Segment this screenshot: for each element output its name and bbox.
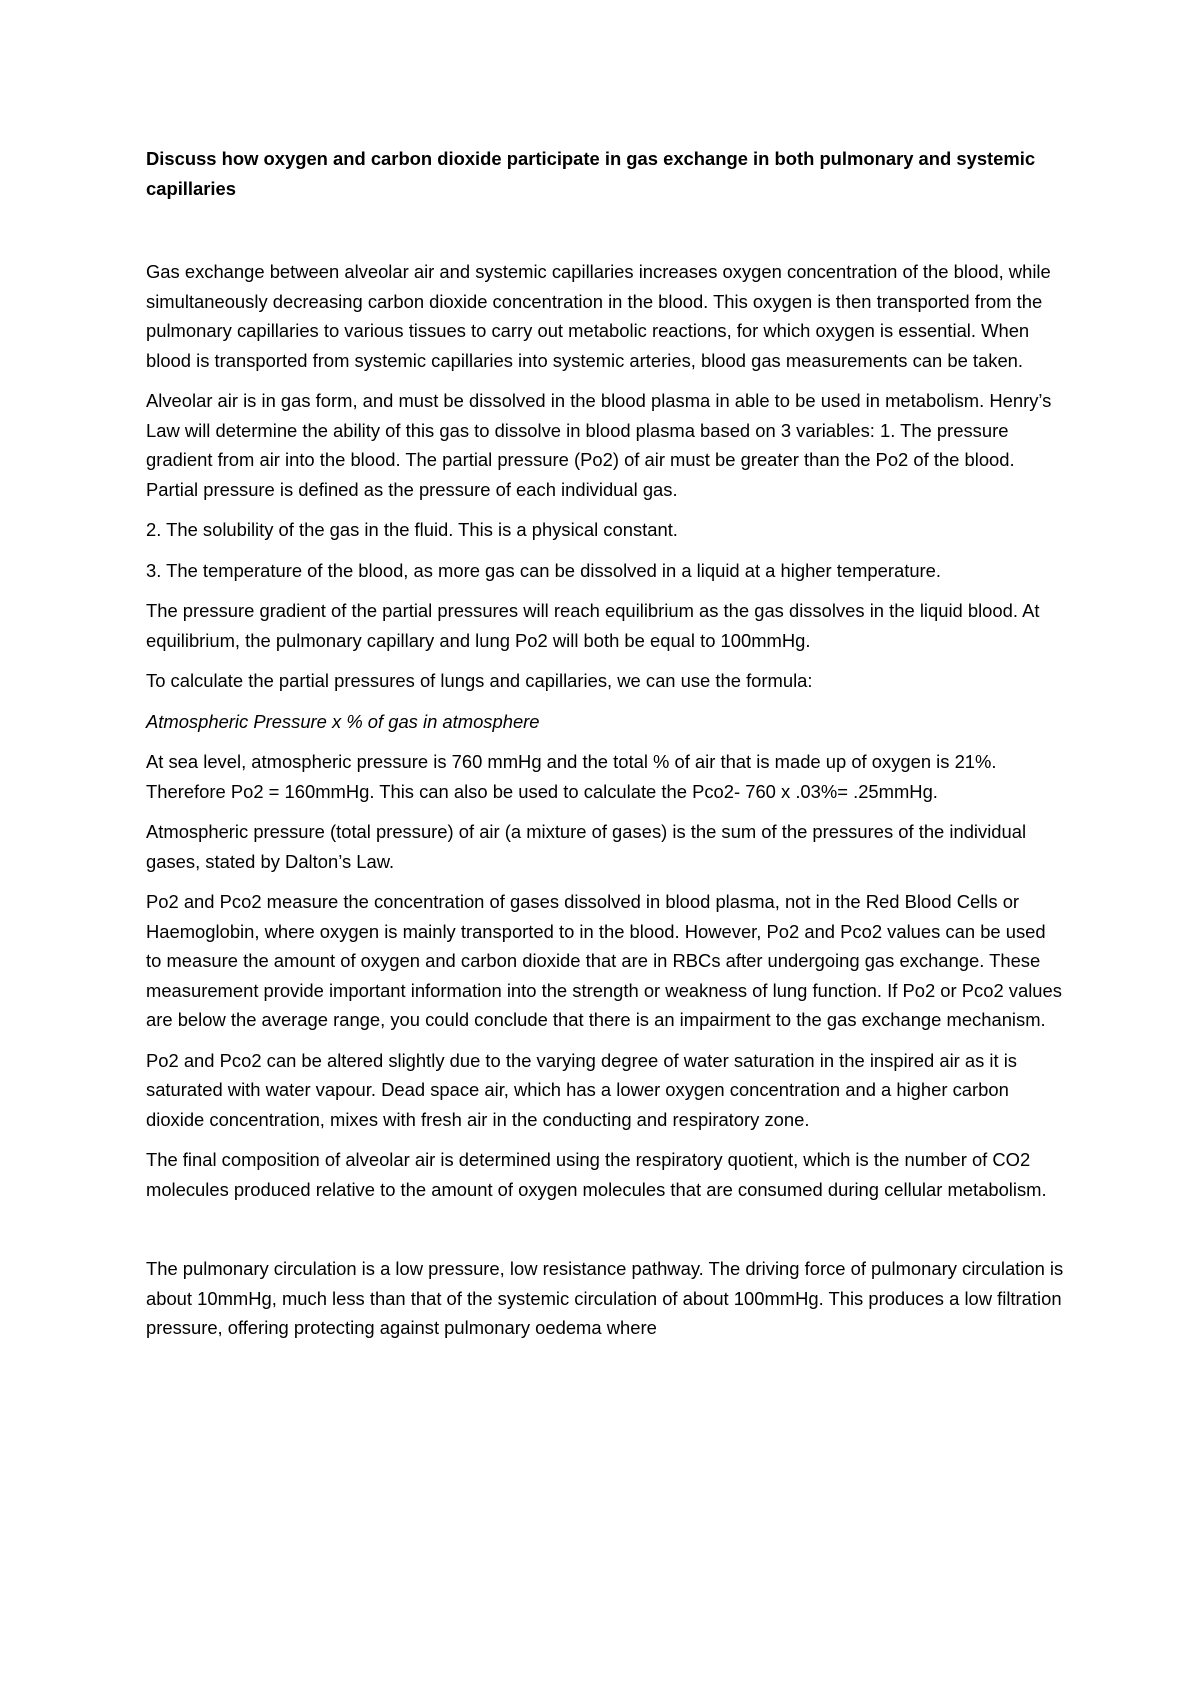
paragraph-daltons-law: Atmospheric pressure (total pressure) of air (a mixture of gases) is the sum of the pressures of the individual gases, stated by Dalton’s Law. xyxy=(146,821,1027,872)
paragraph-henrys-law: Alveolar air is in gas form, and must be dissolved in the blood plasma in able to be used in metabolism. Henry’s Law will determine the ability of this gas to dissolve in blood plasma based on 3 variables: 1. The pressure gradient from air into the blood. The partial pressure (Po2) of air must be greater than the Po2 of the blood. Partial pressure is defined as the pressure of each individual gas. xyxy=(146,390,1052,500)
paragraph-solubility: 2. The solubility of the gas in the fluid. This is a physical constant. xyxy=(146,519,678,540)
paragraph-spacer xyxy=(146,1215,1066,1254)
paragraph-gas-exchange-intro: Gas exchange between alveolar air and systemic capillaries increases oxygen concentration of the blood, while simultaneously decreasing carbon dioxide concentration in the blood. This oxygen is then transported from the pulmonary capillaries to various tissues to carry out metabolic reactions, for which oxygen is essential. When blood is transported from systemic capillaries into systemic arteries, blood gas measurements can be taken. xyxy=(146,261,1051,371)
document-title: Discuss how oxygen and carbon dioxide participate in gas exchange in both pulmonary and systemic capillaries xyxy=(146,148,1036,199)
paragraph-temperature: 3. The temperature of the blood, as more gas can be dissolved in a liquid at a higher temperature. xyxy=(146,559,942,581)
paragraph-formula-intro: To calculate the partial pressures of lungs and capillaries, we can use the formula: xyxy=(146,670,813,691)
paragraph-pulmonary-circulation: The pulmonary circulation is a low pressure, low resistance pathway. The driving force of pulmonary circulation is about 10mmHg, much less than that of the systemic circulation of about 100mmHg. This produces a low filtration pressure, offering protecting against pulmonary oedema where xyxy=(146,1258,1064,1338)
paragraph-equilibrium: The pressure gradient of the partial pressures will reach equilibrium as the gas dissolves in the liquid blood. At equilibrium, the pulmonary capillary and lung Po2 will both be equal to 100mmHg. xyxy=(146,600,1040,651)
document-page xyxy=(146,144,1066,1354)
paragraph-respiratory-quotient: The final composition of alveolar air is determined using the respiratory quotient, which is the number of CO2 molecules produced relative to the amount of oxygen molecules that are consumed during cellular metabolism. xyxy=(146,1149,1047,1200)
paragraph-sea-level: At sea level, atmospheric pressure is 760 mmHg and the total % of air that is made up of oxygen is 21%. Therefore Po2 = 160mmHg. This can also be used to calculate the Pco2- 760 x .03%= .25mmHg. xyxy=(146,751,997,802)
paragraph-po2-pco2-measure: Po2 and Pco2 measure the concentration of gases dissolved in blood plasma, not in the Red Blood Cells or Haemoglobin, where oxygen is mainly transported to in the blood. However, Po2 and Pco2 values can be used to measure the amount of oxygen and carbon dioxide that are in RBCs after undergoing gas exchange. These measurement provide important information into the strength or weakness of lung function. If Po2 or Pco2 values are below the average range, you could conclude that there is an impairment to the gas exchange mechanism. xyxy=(146,891,1062,1030)
paragraph-formula: Atmospheric Pressure x % of gas in atmosphere xyxy=(146,710,540,732)
paragraph-water-saturation: Po2 and Pco2 can be altered slightly due to the varying degree of water saturation in the inspired air as it is saturated with water vapour. Dead space air, which has a lower oxygen concentration and a higher carbon dioxide concentration, mixes with fresh air in the conducting and respiratory zone. xyxy=(146,1049,1018,1130)
